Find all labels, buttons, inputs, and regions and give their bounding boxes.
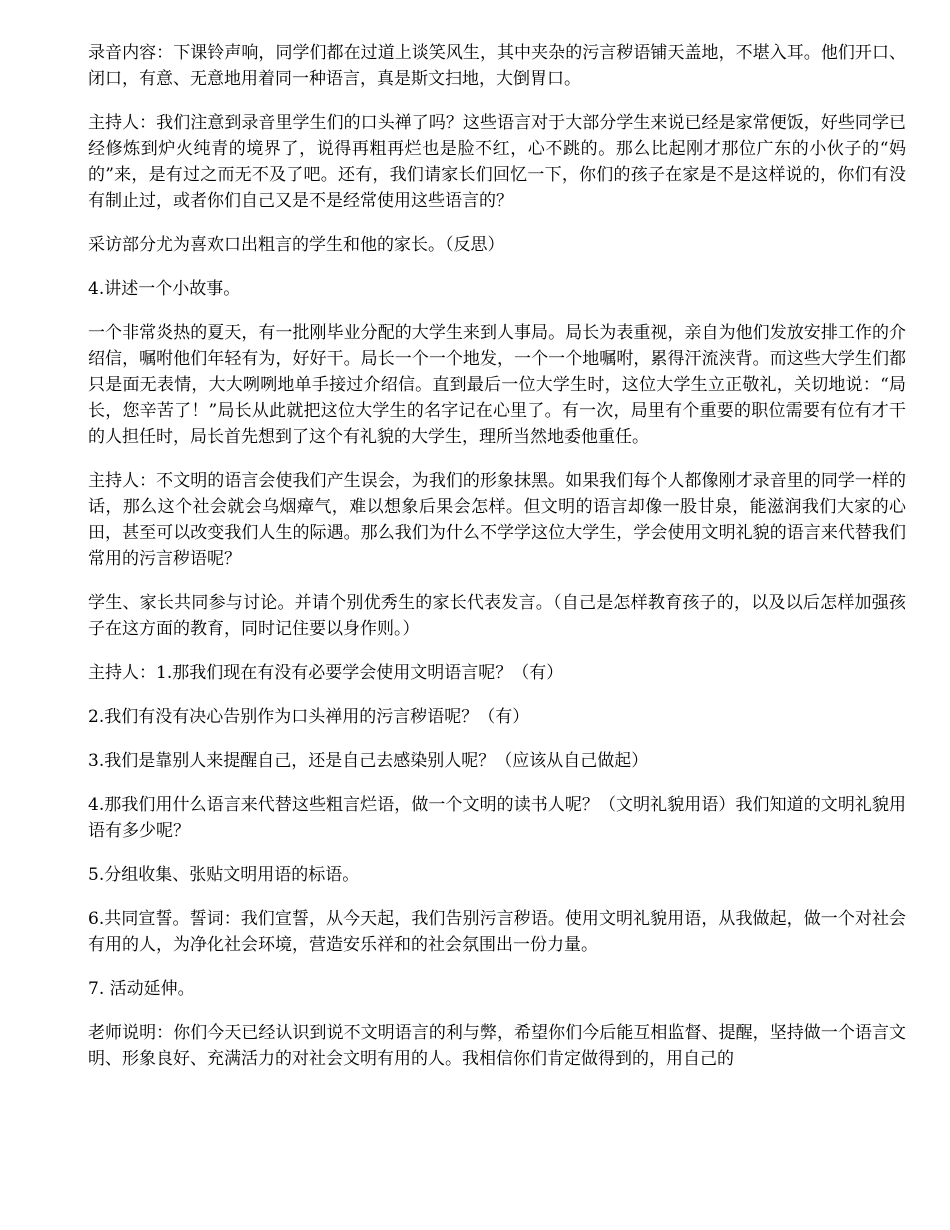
paragraph-item-6-oath: 6.共同宣誓。誓词：我们宣誓，从今天起，我们告别污言秽语。使用文明礼貌用语，从我做起，做一个对社会有用的人，为净化社会环境，营造安乐祥和的社会氛围出一份力量。 (88, 909, 906, 955)
paragraph-question-1: 主持人：1.那我们现在有没有必要学会使用文明语言呢？（有） (88, 663, 564, 683)
paragraph-item-7: 7. 活动延伸。 (88, 979, 195, 999)
paragraph-host-comment: 主持人：不文明的语言会使我们产生误会，为我们的形象抹黑。如果我们每个人都像刚才录音里的同学一样的话，那么这个社会就会乌烟瘴气，难以想象后果会怎样。但文明的语言却像一股甘泉，能滋润我们大家的心田，甚至可以改变我们人生的际遇。那么我们为什么不学学这位大学生，学会使用文明礼貌的语言来代替我们常用的污言秽语呢？ (88, 471, 906, 569)
paragraph-discussion: 学生、家长共同参与讨论。并请个别优秀生的家长代表发言。（自己是怎样教育孩子的，以及以后怎样加强孩子在这方面的教育，同时记住要以身作则。） (88, 593, 906, 639)
paragraph-story-heading: 4.讲述一个小故事。 (88, 279, 241, 299)
paragraph-item-5: 5.分组收集、张贴文明用语的标语。 (88, 865, 360, 885)
paragraph-question-3: 3.我们是靠别人来提醒自己，还是自己去感染别人呢？（应该从自己做起） (88, 751, 649, 771)
paragraph-teacher-note: 老师说明：你们今天已经认识到说不文明语言的利与弊，希望你们今后能互相监督、提醒，坚持做一个语言文明、形象良好、充满活力的对社会文明有用的人。我相信你们肯定做得到的，用自己的 (88, 1023, 906, 1069)
paragraph-host-intro: 主持人：我们注意到录音里学生们的口头禅了吗？这些语言对于大部分学生来说已经是家常便饭，好些同学已经修炼到炉火纯青的境界了，说得再粗再烂也是脸不红，心不跳的。那么比起刚才那位广东的小伙子的“妈的”来，是有过之而无不及了吧。还有，我们请家长们回忆一下，你们的孩子在家是不是这样说的，你们有没有制止过，或者你们自己又是不是经常使用这些语言的？ (88, 113, 906, 211)
paragraph-interview: 采访部分尤为喜欢口出粗言的学生和他的家长。（反思） (88, 235, 505, 255)
paragraph-recording-content: 录音内容：下课铃声响，同学们都在过道上谈笑风生，其中夹杂的污言秽语铺天盖地，不堪入耳。他们开口、闭口，有意、无意地用着同一种语言，真是斯文扫地，大倒胃口。 (88, 43, 906, 89)
paragraph-story: 一个非常炎热的夏天，有一批刚毕业分配的大学生来到人事局。局长为表重视，亲自为他们发放安排工作的介绍信，嘱咐他们年轻有为，好好干。局长一个一个地发，一个一个地嘱咐，累得汗流浃背。而这些大学生们都只是面无表情，大大咧咧地单手接过介绍信。直到最后一位大学生时，这位大学生立正敬礼，关切地说：“局长，您辛苦了！”局长从此就把这位大学生的名字记在心里了。有一次，局里有个重要的职位需要有位有才干的人担任时，局长首先想到了这个有礼貌的大学生，理所当然地委他重任。 (88, 323, 906, 447)
paragraph-question-4: 4.那我们用什么语言来代替这些粗言烂语，做一个文明的读书人呢？（文明礼貌用语）我们知道的文明礼貌用语有多少呢？ (88, 795, 906, 841)
document-page (88, 40, 906, 1090)
paragraph-question-2: 2.我们有没有决心告别作为口头禅用的污言秽语呢？（有） (88, 707, 530, 727)
